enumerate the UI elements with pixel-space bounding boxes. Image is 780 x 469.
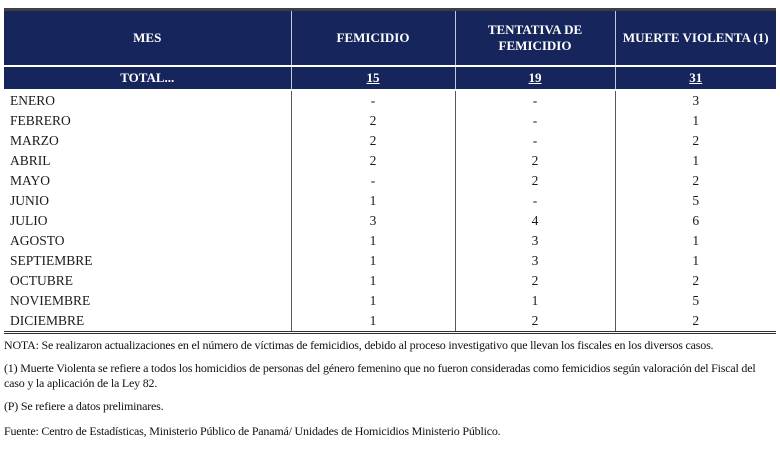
tentativa-cell: 3 <box>455 231 615 251</box>
table-row-julio <box>4 211 776 231</box>
month-cell: AGOSTO <box>10 233 65 248</box>
tentativa-cell: - <box>455 90 615 111</box>
muerte-violenta-cell: 3 <box>615 90 776 111</box>
table-header-row <box>4 10 776 67</box>
column-header-femicidio: FEMICIDIO <box>291 10 455 67</box>
month-cell: OCTUBRE <box>10 273 74 288</box>
month-cell: ENERO <box>10 93 55 108</box>
muerte-violenta-cell: 1 <box>615 151 776 171</box>
tentativa-cell: 2 <box>455 171 615 191</box>
month-cell: MAYO <box>10 173 51 188</box>
muerte-violenta-cell: 1 <box>615 231 776 251</box>
femicidio-cell: - <box>291 90 455 111</box>
femicidio-cell: 1 <box>291 191 455 211</box>
table-row-diciembre <box>4 311 776 333</box>
muerte-violenta-cell: 2 <box>615 131 776 151</box>
month-cell: FEBRERO <box>10 113 71 128</box>
table-row-abril <box>4 151 776 171</box>
month-cell: JULIO <box>10 213 48 228</box>
column-header-mes: MES <box>4 10 291 67</box>
muerte-violenta-cell: 6 <box>615 211 776 231</box>
table-row-mayo <box>4 171 776 191</box>
femicidio-cell: - <box>291 171 455 191</box>
total-femicidio <box>291 66 455 90</box>
tentativa-cell: - <box>455 131 615 151</box>
muerte-violenta-cell: 2 <box>615 271 776 291</box>
muerte-violenta-cell: 5 <box>615 191 776 211</box>
femicidio-cell: 2 <box>291 131 455 151</box>
femicidio-cell: 2 <box>291 111 455 131</box>
column-header-tentativa: TENTATIVA DE FEMICIDIO <box>455 10 615 67</box>
tentativa-cell: 2 <box>455 151 615 171</box>
tentativa-cell: 4 <box>455 211 615 231</box>
month-cell: JUNIO <box>10 193 49 208</box>
month-cell: ABRIL <box>10 153 51 168</box>
femicidio-cell: 2 <box>291 151 455 171</box>
muerte-violenta-cell: 2 <box>615 311 776 333</box>
femicidio-cell: 1 <box>291 291 455 311</box>
femicidio-cell: 1 <box>291 271 455 291</box>
table-row-noviembre <box>4 291 776 311</box>
month-cell: MARZO <box>10 133 59 148</box>
tentativa-cell: 2 <box>455 311 615 333</box>
note-preliminary-data: (P) Se refiere a datos preliminares. <box>4 398 164 413</box>
muerte-violenta-cell: 5 <box>615 291 776 311</box>
table-row-octubre <box>4 271 776 291</box>
femicide-stats-table <box>4 8 776 334</box>
tentativa-cell: 3 <box>455 251 615 271</box>
source-note: Fuente: Centro de Estadísticas, Ministerio Público de Panamá/ Unidades de Homicidios Ministerio Público. <box>4 424 501 438</box>
total-label: TOTAL... <box>4 66 291 90</box>
total-muerte-violenta <box>615 66 776 90</box>
table-row-marzo <box>4 131 776 151</box>
muerte-violenta-cell: 1 <box>615 111 776 131</box>
total-muerte-violenta-value: 31 <box>689 70 703 85</box>
column-header-muerte-violenta: MUERTE VIOLENTA (1) <box>615 10 776 67</box>
muerte-violenta-cell: 2 <box>615 171 776 191</box>
femicidio-cell: 1 <box>291 251 455 271</box>
month-cell: NOVIEMBRE <box>10 293 91 308</box>
tentativa-cell: 2 <box>455 271 615 291</box>
table-total-row <box>4 66 776 90</box>
tentativa-cell: 1 <box>455 291 615 311</box>
table-row-agosto <box>4 231 776 251</box>
total-femicidio-value: 15 <box>366 70 380 85</box>
table-row-enero <box>4 90 776 111</box>
femicidio-cell: 1 <box>291 231 455 251</box>
table-row-septiembre <box>4 251 776 271</box>
muerte-violenta-cell: 1 <box>615 251 776 271</box>
notes-section <box>4 334 772 440</box>
femicidio-cell: 1 <box>291 311 455 333</box>
note-nota: NOTA: Se realizaron actualizaciones en el número de víctimas de femicidios, debido al proceso investigativo que llevan los fiscales en los diversos casos. <box>4 338 714 352</box>
tentativa-cell: - <box>455 111 615 131</box>
total-tentativa <box>455 66 615 90</box>
month-cell: SEPTIEMBRE <box>10 253 93 268</box>
tentativa-cell: - <box>455 191 615 211</box>
total-tentativa-value: 19 <box>528 70 542 85</box>
note-muerte-violenta-definition: (1) Muerte Violenta se refiere a todos los homicidios de personas del género femenino que no fueron consideradas como femicidios según valoración del Fiscal del caso y la aplicación de la Ley 82. <box>4 360 756 390</box>
femicidio-cell: 3 <box>291 211 455 231</box>
table-row-febrero <box>4 111 776 131</box>
table-row-junio <box>4 191 776 211</box>
month-cell: DICIEMBRE <box>4 311 291 333</box>
